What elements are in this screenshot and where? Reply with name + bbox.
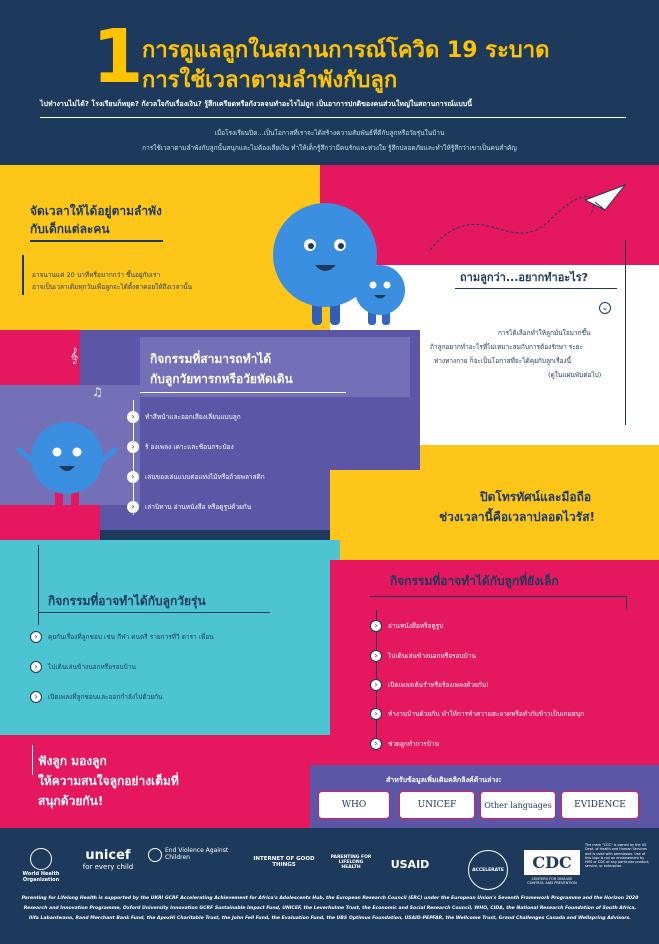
section-number: 1 [92, 14, 144, 100]
ask-text-1: การได้เลือกทำให้ลูกมั่นใจมากขึ้น [498, 329, 591, 337]
parenting-logo: PARENTING FOR LIFELONG HEALTH [330, 855, 372, 870]
accelerate-logo: ACCELERATE [460, 850, 516, 890]
who-link-button[interactable]: WHO [318, 791, 390, 819]
chevron-right-icon: › [30, 691, 42, 703]
toddler-item: › ร้ องเพลง เคาะและช้อนกระป๋อง [127, 441, 234, 453]
who-emblem-icon [30, 848, 52, 870]
end-violence-icon [148, 848, 162, 862]
toddler-item: › เล่านิทาน อ่านหนังสือ หรือดูรูปด้วยกัน [127, 501, 251, 513]
young-item: › เปิดเพลงเต้นรำหรือร้องเพลงด้วยกัน! [370, 679, 489, 691]
toddler-item: › ทำสีหน้าและออกเสียงเลียนแบบลูก [127, 411, 241, 423]
toddler-character [15, 410, 125, 520]
teen-underline [38, 612, 270, 613]
chevron-right-icon: › [127, 471, 139, 483]
chevron-right-icon: › [370, 738, 382, 750]
header-divider [40, 117, 626, 118]
more-info-label: สำหรับข้อมูลเพิ่มเติมคลิกลิงค์ด้านล่าง: [386, 776, 502, 784]
schedule-heading-2: กับเด็กแต่ละคน [30, 222, 110, 236]
young-item: › อ่านหนังสือหรือดูรูป [370, 620, 443, 632]
footer [0, 828, 659, 944]
paper-plane-icon [420, 180, 640, 260]
teen-heading: กิจกรรมที่อาจทำได้กับลูกวัยรุ่น [48, 594, 206, 608]
toddler-item: › เล่นของเล่นแบบต่อแท่งไม้หรือถ้วยพลาสติก [127, 471, 265, 483]
listen-line-3: สนุกด้วยกัน! [38, 794, 104, 808]
funding-line-2: Research and Innovation Programme, Oxford University Innovation GCRF Sustainable Impact Fund, UNICEF, the Leverhulme Trust, the Economic and Social Research Council, WHO, CIDA, the National Research Foundation of South Africa, [23, 906, 637, 911]
schedule-heading-1: จัดเวลาให้ได้อยู่ตามลำพัง [30, 204, 162, 218]
music-notes-icon: ♫ [92, 385, 103, 399]
ask-text-2: ถ้าลูกอยากทำอะไรที่ไม่เหมาะสมกับการต้องรักษา ระยะ [430, 343, 584, 351]
chevron-down-icon: ⌄ [599, 302, 611, 314]
chevron-right-icon: › [127, 441, 139, 453]
toddler-heading-1: กิจกรรมที่สามารถทำได้ [150, 352, 272, 366]
chevron-right-icon: › [370, 650, 382, 662]
internet-of-good-things-logo: INTERNET OF GOOD THINGS [253, 856, 315, 868]
usaid-logo: USAID [390, 858, 430, 871]
phones-line-1: ปิดโทรทัศน์และมือถือ [480, 490, 592, 504]
evidence-link-button[interactable]: EVIDENCE [561, 791, 639, 819]
toddler-heading-2: กับลูกวัยทารกหรือวัยหัดเดิน [150, 372, 293, 386]
schedule-underline [30, 240, 163, 242]
funding-line-3: Ilifa Labantwana, Rand Merchant Bank Fund, the ApexHi Charitable Trust, the John Fell Fund, the Evaluation Fund, the UBS Optimus Foundation, USAID-PEPFAR, the Wellcome Trust, Grand Challenges Canada and Wellspring Advisors. [28, 916, 632, 921]
chevron-right-icon: › [127, 411, 139, 423]
chevron-right-icon: › [370, 620, 382, 632]
young-item: › ช่วยลูกทำการบ้าน [370, 738, 439, 750]
ask-text-4: (ดูในแผ่นพับต่อไป) [548, 371, 602, 379]
intro-line-1: เมื่อโรงเรียนปิด...เป็นโอกาสที่เราจะได้สร้างความสัมพันธ์ที่ดีกับลูกหรือวัยรุ่นในบ้าน [214, 129, 445, 137]
schedule-text-1: อาจนานแค่ 20 นาทีหรือมากกว่า ขึ้นอยู่กับเรา [32, 271, 161, 279]
end-violence-logo: End Violence Against Children [148, 848, 234, 862]
phones-line-2: ช่วงเวลานี้คือเวลาปลอดไวรัส! [439, 510, 596, 524]
ask-heading: ถามลูกว่า...อยากทำอะไร? [460, 271, 589, 284]
intro-line-2: การใช้เวลาตามลำพังกับลูกนั้นสนุกและไม่ต้องเสียเงิน ทำให้เด็กรู้สึกว่ามีคนรักและห่วงใย รู้สึกปลอดภัยและทำให้รู้สึกว่าเขาเป็นคนสำคัญ [142, 144, 517, 152]
who-logo: World Health Organization [18, 848, 64, 883]
parent-child-illustration [260, 185, 420, 345]
title-line-1: การดูแลลูกในสถานการณ์โควิด 19 ระบาด [142, 38, 550, 63]
subtitle: ไปทำงานไม่ได้? โรงเรียนก็หยุด? กังวลใจกับเรื่องเงิน? รู้สึกเครียดหรือกังวลจนทำอะไรไม่ถูก เป็นอาการปกติของคนส่วนใหญ่ในสถานการณ์แบบนี้ [40, 100, 473, 108]
unicef-logo: unicef for every child [82, 848, 134, 871]
toddler-underline [140, 392, 346, 393]
unicef-link-button[interactable]: UNICEF [399, 791, 475, 819]
ask-text-3: ห่างทางกาย ก็จะเป็นโอกาสที่จะได้คุยกับลูกเรื่องนี้ [434, 357, 572, 365]
chevron-right-icon: › [30, 631, 42, 643]
teen-item: › คุยกันเรื่องที่ลูกชอบ เช่น กีฬา ดนตรี รายการทีวี ดารา เพื่อน [30, 631, 214, 643]
title-line-2: การใช้เวลาตามลำพังกับลูก [142, 68, 398, 93]
music-note-icon: 𝄞 [70, 348, 79, 364]
schedule-text-2: อาจเป็นเวลาเดิมทุกวันเพื่อลูกจะได้ตั้งตาคอยให้ถึงเวลานั้น [32, 283, 193, 291]
cdc-disclaimer: The mark "CDC" is owned by the US Dept. of Health and Human Services and is used with permission. Use of this logo is not an endorsement by HHS or CDC of any particular product, service, or enterprise. [585, 843, 650, 869]
teen-item: › เปิดเพลงที่ลูกชอบและออกกำลังไปด้วยกัน [30, 691, 162, 703]
cdc-logo: CDC CENTERS FOR DISEASE CONTROL AND PREVENTION [524, 850, 580, 885]
other-languages-button[interactable]: Other languages [480, 791, 556, 819]
funding-line-1: Parenting for Lifelong Health is supported by the UKRI GCRF Accelerating Achievement for Africa's Adolescents Hub, the European Research Council (ERC) under the European Union's Seventh Framework Programme and the Horizon 2020 [21, 896, 639, 901]
listen-line-2: ให้ความสนใจลูกอย่างเต็มที่ [38, 774, 179, 788]
young-underline [370, 596, 626, 597]
teen-item: › ไปเดินเล่นข้างนอกหรือรอบบ้าน [30, 661, 136, 673]
ask-underline [455, 288, 617, 289]
young-heading: กิจกรรมที่อาจทำได้กับลูกที่ยังเล็ก [390, 574, 559, 588]
young-item: › ไปเดินเล่นข้างนอกหรือรอบบ้าน [370, 650, 476, 662]
chevron-right-icon: › [30, 661, 42, 673]
chevron-right-icon: › [127, 501, 139, 513]
young-item: › ทำงานบ้านด้วยกัน ทำให้การทำความสะอาดหรือทำกับข้าวเป็นเกมสนุก [370, 708, 584, 720]
chevron-right-icon: › [370, 708, 382, 720]
listen-line-1: ฟังลูก มองลูก [38, 754, 107, 768]
chevron-right-icon: › [370, 679, 382, 691]
